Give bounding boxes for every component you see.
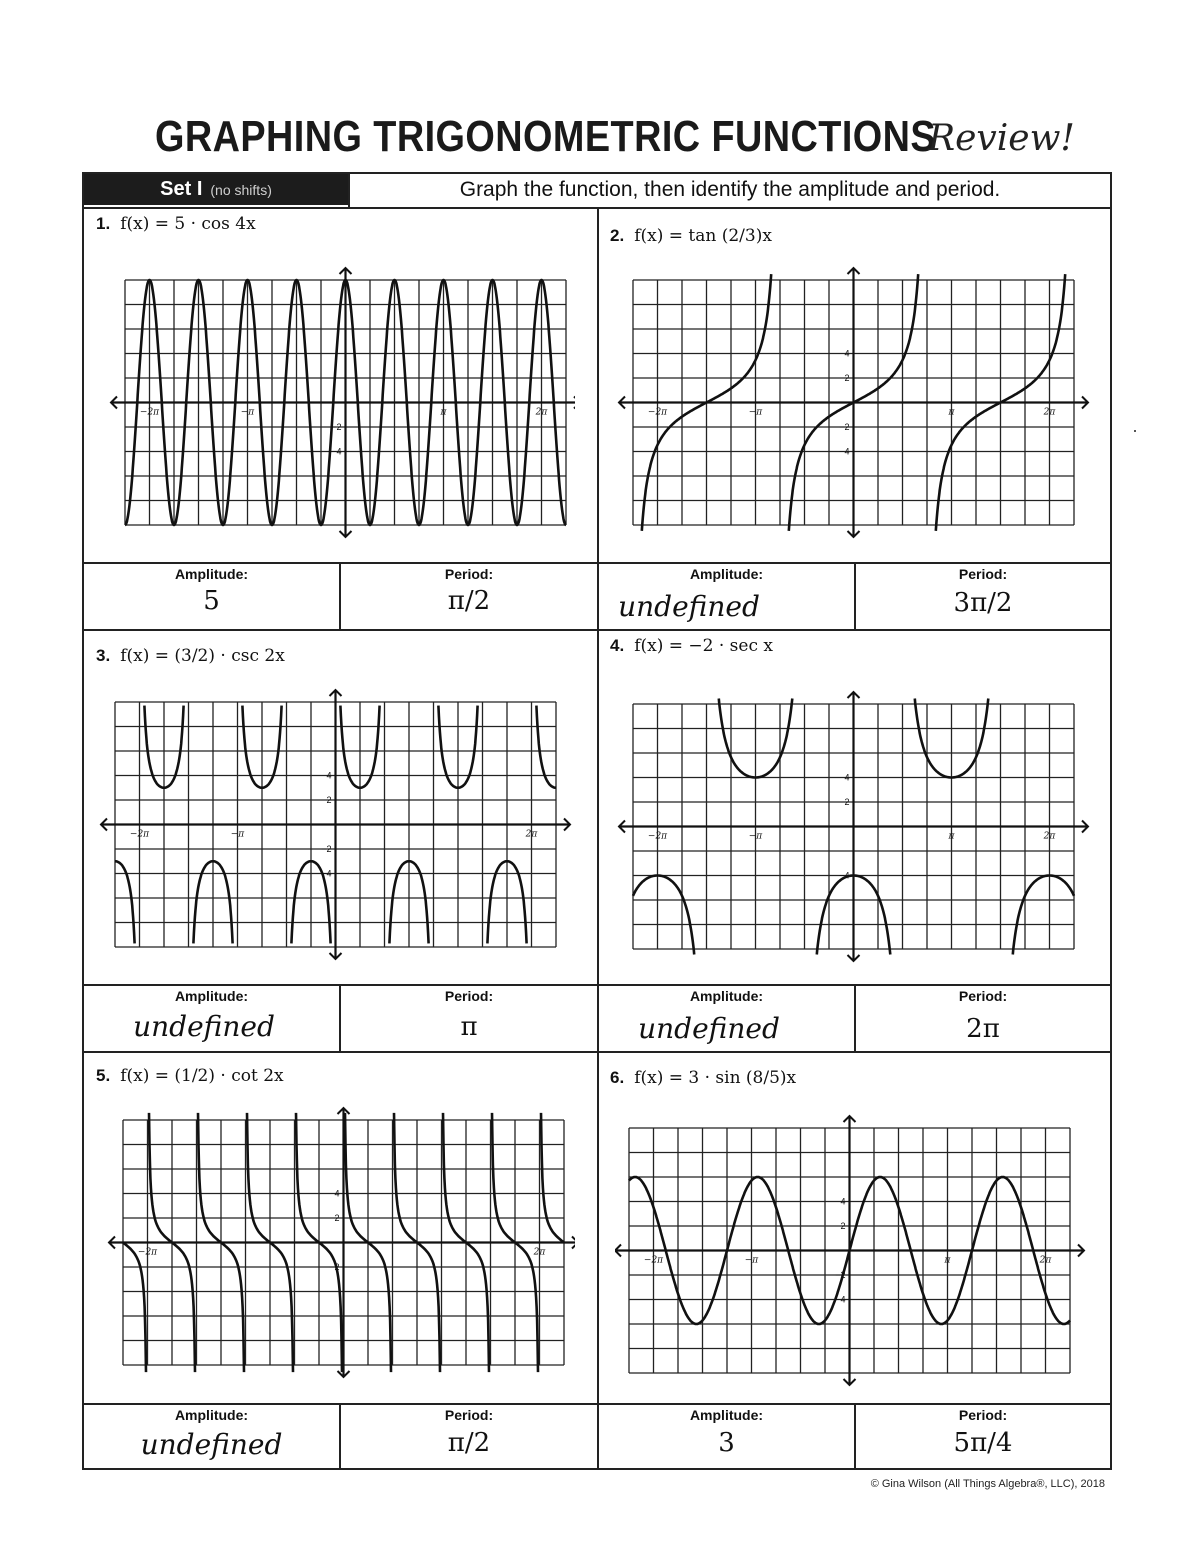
- y-tick-label: 2: [844, 373, 850, 383]
- page-title: GRAPHING TRIGONOMETRIC FUNCTIONS: [155, 112, 937, 161]
- x-tick-label: 2π: [1043, 407, 1056, 418]
- y-tick-label: −2: [329, 1262, 340, 1272]
- y-tick-label: −4: [321, 868, 332, 879]
- y-tick-label: −4: [839, 446, 850, 457]
- y-tick-label: 4: [844, 348, 850, 359]
- y-tick-label: −4: [331, 446, 342, 457]
- problem-3-label: 3. f(x) = (3/2) · csc 2x: [96, 646, 285, 666]
- period-label-5: Period:: [444, 1407, 494, 1423]
- problem-2-function: f(x) = tan (2/3)x: [634, 226, 772, 246]
- problem-6-label: 6. f(x) = 3 · sin (8/5)x: [610, 1068, 797, 1088]
- amplitude-answer-4: undefined: [638, 1012, 780, 1045]
- x-tick-label: −2π: [647, 407, 668, 418]
- problem-2-label: 2. f(x) = tan (2/3)x: [610, 226, 772, 246]
- y-tick-label: −4: [839, 870, 850, 881]
- graph-problem-5: [105, 1098, 575, 1382]
- amplitude-label-6: Amplitude:: [689, 1407, 764, 1423]
- x-tick-label: −2π: [643, 1255, 664, 1266]
- period-label-6: Period:: [958, 1407, 1008, 1423]
- period-label-4: Period:: [958, 988, 1008, 1004]
- period-label-1: Period:: [444, 566, 494, 582]
- problem-4-label: 4. f(x) = −2 · sec x: [610, 636, 773, 656]
- x-tick-label: −2π: [647, 831, 668, 842]
- problem-3-function: f(x) = (3/2) · csc 2x: [120, 646, 285, 666]
- amplitude-answer-2: undefined: [618, 590, 760, 623]
- graph-problem-3: [95, 666, 575, 978]
- amplitude-answer-6: 3: [718, 1428, 735, 1458]
- y-tick-label: −4: [835, 1294, 846, 1305]
- amplitude-answer-5: undefined: [140, 1428, 283, 1461]
- x-tick-label: π: [948, 831, 955, 842]
- x-tick-label: 2π: [1043, 831, 1056, 842]
- period-answer-3: π: [460, 1012, 478, 1042]
- x-tick-label: −2π: [129, 829, 150, 840]
- period-label-2: Period:: [958, 566, 1008, 582]
- y-tick-label: 2: [844, 797, 850, 807]
- set-bar: [84, 174, 348, 205]
- y-tick-label: −2: [835, 1270, 846, 1280]
- period-label-3: Period:: [444, 988, 494, 1004]
- x-tick-label: −π: [748, 831, 763, 842]
- x-tick-label: π: [948, 407, 955, 418]
- period-answer-2: 3π/2: [953, 588, 1013, 618]
- graph-problem-2: [615, 266, 1090, 548]
- amplitude-label-3: Amplitude:: [174, 988, 249, 1004]
- y-tick-label: 4: [334, 1188, 340, 1199]
- divider-row1-bottom: [84, 629, 1110, 631]
- divider-row1-top: [84, 562, 1110, 564]
- problem-5-label: 5. f(x) = (1/2) · cot 2x: [96, 1066, 284, 1086]
- stray-mark: [1134, 430, 1136, 432]
- x-tick-label: π: [440, 407, 447, 418]
- y-tick-label: 4: [326, 770, 332, 781]
- period-answer-5: π/2: [447, 1428, 491, 1458]
- period-answer-4: 2π: [966, 1014, 1000, 1044]
- x-tick-label: π: [944, 1255, 951, 1266]
- x-tick-label: 2π: [1039, 1255, 1052, 1266]
- x-tick-label: −2π: [137, 1247, 158, 1258]
- problem-6-function: f(x) = 3 · sin (8/5)x: [634, 1068, 797, 1088]
- y-tick-label: 4: [844, 772, 850, 783]
- instructions: Graph the function, then identify the amplitude and period.: [459, 177, 1001, 201]
- y-tick-label: −2: [331, 422, 342, 432]
- problem-1-label: 1. f(x) = 5 · cos 4x: [96, 214, 256, 234]
- divider-row2-top: [84, 984, 1110, 986]
- y-tick-label: 4: [840, 1196, 846, 1207]
- y-tick-label: −2: [321, 844, 332, 854]
- amplitude-label-2: Amplitude:: [689, 566, 764, 582]
- y-tick-label: 2: [840, 1221, 846, 1231]
- graph-problem-6: [615, 1108, 1090, 1392]
- amplitude-label-1: Amplitude:: [174, 566, 249, 582]
- handwritten-note: Review!: [928, 118, 1075, 159]
- y-tick-label: 2: [334, 1213, 340, 1223]
- divider-center: [597, 209, 599, 1468]
- amplitude-answer-3: undefined: [133, 1010, 275, 1043]
- x-tick-label: 2π: [533, 1247, 546, 1258]
- graph-problem-4: [615, 686, 1090, 970]
- problem-4-function: f(x) = −2 · sec x: [634, 636, 773, 656]
- set-label: Set I: [160, 178, 203, 200]
- x-tick-label: −π: [744, 1255, 759, 1266]
- y-tick-label: −2: [839, 422, 850, 432]
- graph-problem-1: [105, 262, 575, 544]
- period-answer-1: π/2: [447, 586, 491, 616]
- y-tick-label: 2: [326, 795, 332, 805]
- problem-1-function: f(x) = 5 · cos 4x: [120, 214, 256, 234]
- amplitude-label-5: Amplitude:: [174, 1407, 249, 1423]
- amplitude-answer-1: 5: [203, 586, 220, 616]
- x-tick-label: −π: [748, 407, 763, 418]
- divider-row3-top: [84, 1403, 1110, 1405]
- divider-setbar: [348, 174, 350, 207]
- x-tick-label: −2π: [139, 407, 160, 418]
- period-answer-6: 5π/4: [953, 1428, 1013, 1458]
- divider-row2-bottom: [84, 1051, 1110, 1053]
- set-sublabel: (no shifts): [210, 181, 272, 198]
- x-tick-label: −π: [240, 407, 255, 418]
- x-tick-label: −π: [230, 829, 245, 840]
- amplitude-label-4: Amplitude:: [689, 988, 764, 1004]
- problem-5-function: f(x) = (1/2) · cot 2x: [120, 1066, 284, 1086]
- copyright: © Gina Wilson (All Things Algebra®, LLC), 2018: [870, 1478, 1105, 1490]
- x-tick-label: 2π: [525, 829, 538, 840]
- x-tick-label: 2π: [535, 407, 548, 418]
